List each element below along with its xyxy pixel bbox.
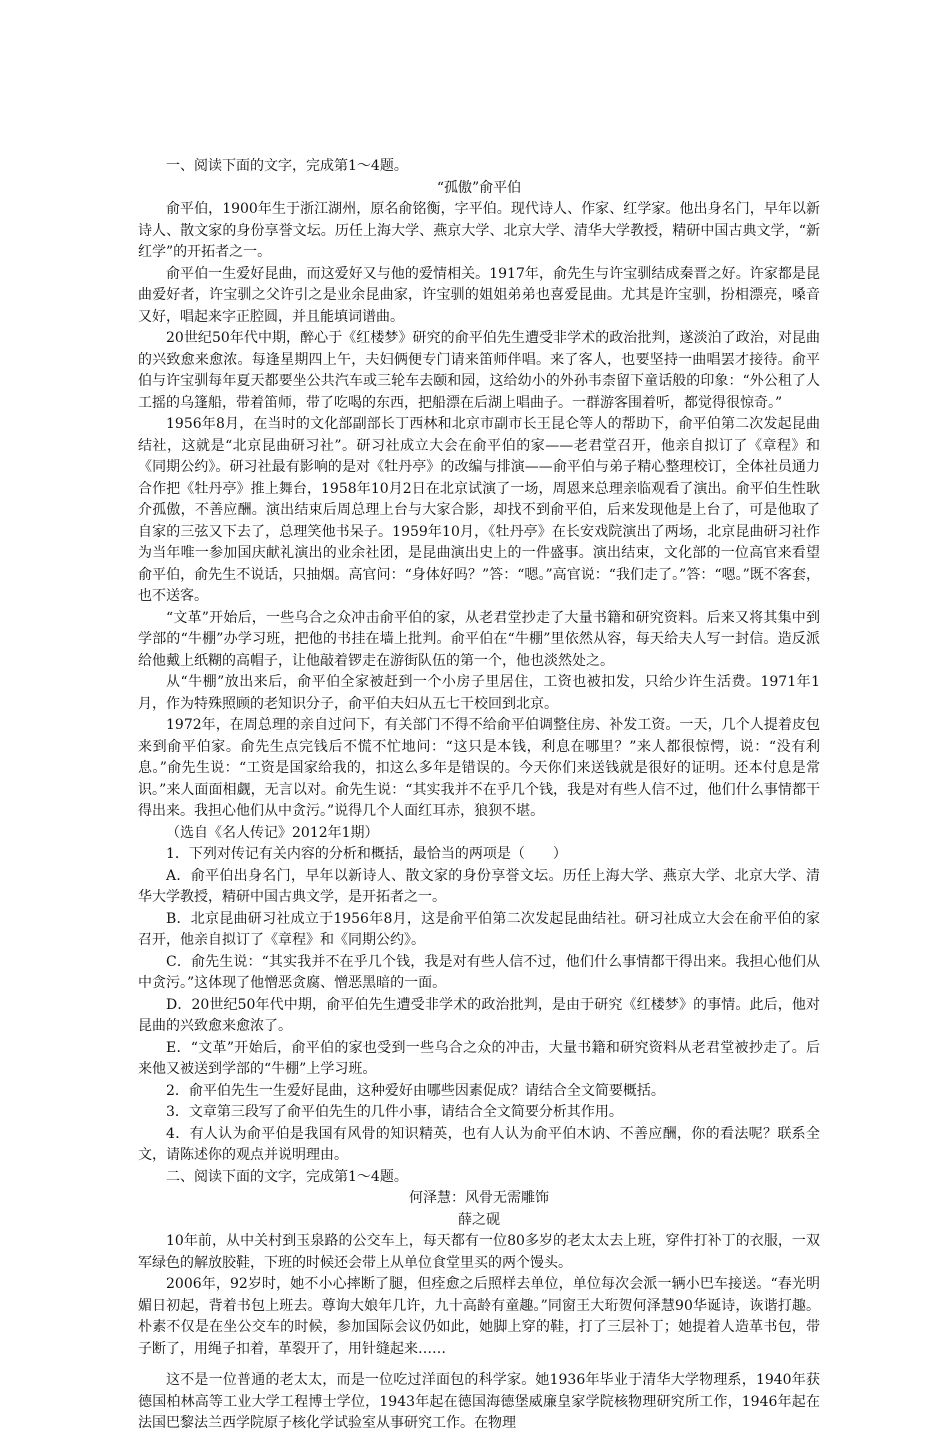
section1-source: （选自《名人传记》2012年1期）	[166, 824, 379, 841]
section1-paragraph: 从“牛棚”放出来后，俞平伯全家被赶到一个小房子里居住，工资也被扣发，只给少许生活费。1971年1月，作为特殊照顾的老知识分子，俞平伯夫妇从五七干校回到北京。	[138, 674, 820, 712]
section1-paragraph: 20世纪50年代中期，醉心于《红楼梦》研究的俞平伯先生遭受非学术的政治批判，遂淡泊了政治，对昆曲的兴致愈来愈浓。每逢星期四上午，夫妇俩便专门请来笛师伴唱。来了客人，也要坚持一曲唱罢才接待。俞平伯与许宝驯每年夏天都要坐公共汽车或三轮车去颐和园，这给幼小的外孙韦柰留下童话般的印象：“外公租了人工摇的乌篷船，带着笛师，带了吃喝的东西，把船漂在后湖上唱曲子。一群游客围着听，都觉得很惊奇。”	[138, 330, 820, 411]
section1-paragraph: 俞平伯一生爱好昆曲，而这爱好又与他的爱情相关。1917年，俞先生与许宝驯结成秦晋之好。许家都是昆曲爱好者，许宝驯之父许引之是业余昆曲家，许宝驯的姐姐弟弟也喜爱昆曲。尤其是许宝驯，扮相漂亮，嗓音又好，唱起来字正腔圆，并且能填词谱曲。	[138, 265, 820, 325]
question-option: B．北京昆曲研习社成立于1956年8月，这是俞平伯第二次发起昆曲结社。研习社成立大会在俞平伯的家召开，他亲自拟订了《章程》和《同期公约》。	[138, 910, 820, 948]
section1-heading: 一、阅读下面的文字，完成第1～4题。	[166, 158, 408, 174]
document-page	[138, 156, 820, 1435]
section1-paragraph: 1956年8月，在当时的文化部副部长丁西林和北京市副市长王昆仑等人的帮助下，俞平伯第二次发起昆曲结社，这就是“北京昆曲研习社”。研习社成立大会在俞平伯的家——老君堂召开，他亲自拟订了《章程》和《同期公约》。研习社最有影响的是对《牡丹亭》的改编与排演——俞平伯与弟子精心整理校订，全体社员通力合作把《牡丹亭》推上舞台，1958年10月2日在北京试演了一场，周恩来总理亲临观看了演出。俞平伯生性耿介孤傲，不善应酬。演出结束后周总理上台与大家合影，却找不到俞平伯，后来发现他是上台了，可是他取了自家的三弦又下去了，总理笑他书呆子。1959年10月，《牡丹亭》在长安戏院演出了两场，北京昆曲研习社作为当年唯一参加国庆献礼演出的业余社团，是昆曲演出史上的一件盛事。演出结束，文化部的一位高官来看望俞平伯，俞先生不说话，只抽烟。高官问：“身体好吗？”答：“嗯。”高官说：“我们走了。”答：“嗯。”既不客套，也不送客。	[138, 416, 820, 604]
question-option: A．俞平伯出身名门，早年以新诗人、散文家的身份享誉文坛。历任上海大学、燕京大学、北京大学、清华大学教授，精研中国古典文学，是开拓者之一。	[138, 867, 820, 905]
section1-paragraph: 1972年，在周总理的亲自过问下，有关部门不得不给俞平伯调整住房、补发工资。一天，几个人提着皮包来到俞平伯家。俞先生点完钱后不慌不忙地问：“这只是本钱，利息在哪里？”来人都很惊愕，说：“没有利息。”俞先生说：“工资是国家给我的，扣这么多年是错误的。今天你们来送钱就是很好的证明。还本付息是常识。”来人面面相觑，无言以对。俞先生说：“其实我并不在乎几个钱，我是对有些人信不过，他们什么事情都干得出来。我担心他们从中贪污。”说得几个人面红耳赤，狼狈不堪。	[138, 717, 820, 819]
section1-paragraph: “文革”开始后，一些乌合之众冲击俞平伯的家，从老君堂抄走了大量书籍和研究资料。后来又将其集中到学部的“牛棚”办学习班，把他的书挂在墙上批判。俞平伯在“牛棚”里依然从容，每天给夫人写一封信。造反派给他戴上纸糊的高帽子，让他敲着锣走在游街队伍的第一个，他也淡然处之。	[138, 609, 820, 669]
question-item: 3．文章第三段写了俞平伯先生的几件小事，请结合全文简要分析其作用。	[166, 1104, 623, 1120]
section2-author: 薛之砚	[458, 1211, 500, 1228]
question-item: 2．俞平伯先生一生爱好昆曲，这种爱好由哪些因素促成？请结合全文简要概括。	[166, 1082, 665, 1099]
question-option: C．俞先生说：“其实我并不在乎几个钱，我是对有些人信不过，他们什么事情都干得出来。我担心他们从中贪污。”这体现了他憎恶贪腐、憎恶黑暗的一面。	[138, 953, 820, 991]
section2-paragraph: 10年前，从中关村到玉泉路的公交车上，每天都有一位80多岁的老太太去上班，穿件打补丁的衣服，一双军绿色的解放胶鞋，下班的时候还会带上从单位食堂里买的两个馒头。	[138, 1233, 820, 1271]
section2-heading: 二、阅读下面的文字，完成第1～4题。	[166, 1168, 408, 1185]
section2-paragraph: 这不是一位普通的老太太，而是一位吃过洋面包的科学家。她1936年毕业于清华大学物理系，1940年获德国柏林高等工业大学工程博士学位，1943年起在德国海德堡威廉皇家学院核物理研究所工作，1946年起在法国巴黎法兰西学院原子核化学试验室从事研究工作。在物理	[138, 1372, 820, 1431]
section1-title: “孤傲”俞平伯	[436, 179, 522, 196]
question-option: D．20世纪50年代中期，俞平伯先生遭受非学术的政治批判，是由于研究《红楼梦》的事情。此后，他对昆曲的兴致愈来愈浓了。	[138, 996, 820, 1034]
question-item: 1．下列对传记有关内容的分析和概括，最恰当的两项是（ ）	[166, 846, 567, 862]
section2-paragraph: 2006年，92岁时，她不小心摔断了腿，但痊愈之后照样去单位，单位每次会派一辆小巴车接送。“春光明媚日初起，背着书包上班去。尊询大娘年几许，九十高龄有童趣。”同窗王大珩贺何泽慧90华诞诗，诙谐打趣。朴素不仅是在坐公交车的时候，参加国际会议仍如此，她脚上穿的鞋，打了三层补丁；她提着人造革书包，带子断了，用绳子扣着，革裂开了，用针缝起来……	[138, 1276, 820, 1357]
question-option: E．“文革”开始后，俞平伯的家也受到一些乌合之众的冲击，大量书籍和研究资料从老君堂被抄走了。后来他又被送到学部的“牛棚”上学习班。	[138, 1039, 820, 1077]
question-item: 4．有人认为俞平伯是我国有风骨的知识精英，也有人认为俞平伯木讷、不善应酬，你的看法呢？联系全文，请陈述你的观点并说明理由。	[138, 1125, 820, 1163]
section1-paragraph: 俞平伯，1900年生于浙江湖州，原名俞铭衡，字平伯。现代诗人、作家、红学家。他出身名门，早年以新诗人、散文家的身份享誉文坛。历任上海大学、燕京大学、北京大学、清华大学教授，精研中国古典文学，“新红学”的开拓者之一。	[138, 201, 820, 260]
section2-title: 何泽慧：风骨无需雕饰	[409, 1190, 549, 1206]
